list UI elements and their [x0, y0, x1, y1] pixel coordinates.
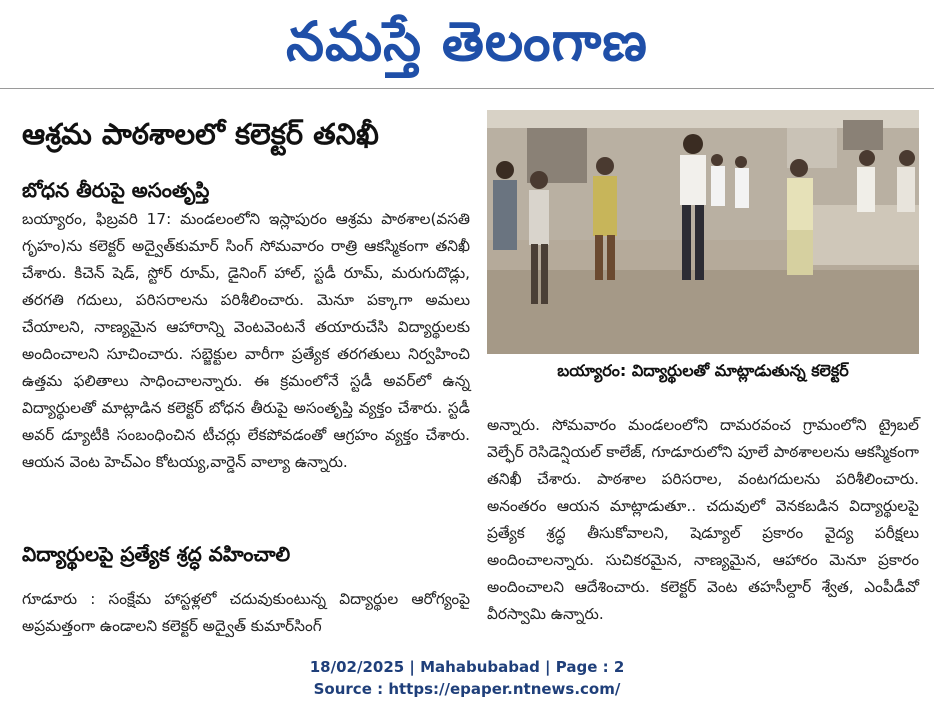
footer-source-link[interactable]: Source : https://epaper.ntnews.com/: [313, 680, 621, 698]
news-photo-illustration: [487, 110, 919, 354]
article-paragraph: బయ్యారం, ఫిబ్రవరి 17: మండలంలోని ఇస్లాపురం ఆశ్రమ పాఠశాల(వసతి గృహం)ను కలెక్టర్ అద్వైత్‌కుమార్ సింగ్ సోమవారం రాత్రి ఆకస్మికంగా తనిఖీ చేశారు. కిచెన్ షెడ్, స్టోర్ రూమ్, డైనింగ్ హాల్, స్టడీ రూమ్, మరుగుదొడ్లు, తరగతి గదులు, పరిసరాలను పరిశీలించారు. మెనూ పక్కాగా అమలు చేయాలని, నాణ్యమైన ఆహారాన్ని వెంటవెంటనే తయారుచేసి విద్యార్థులకు అందించాలని సూచించారు. సబ్జెక్టుల వారీగా ప్రత్యేక తరగతులు నిర్వహించి ఉత్తమ ఫలితాలు సాధించాలన్నారు. ఈ క్రమంలోనే స్టడీ అవర్‌లో ఉన్న విద్యార్థులతో మాట్లాడిన కలెక్టర్ బోధన తీరుపై అసంతృప్తి వ్యక్తం చేశారు. స్టడీ అవర్ డ్యూటీకి సంబంధించిన టీచర్లు లేకపోవడంతో ఆగ్రహం వ్యక్తం చేశారు. ఆయన వెంట హెచ్‌ఎం కోటయ్య,వార్డెన్ వాల్యా ఉన్నారు.: [22, 210, 470, 471]
subheadline-dissatisfaction: బోధన తీరుపై అసంతృప్తి: [22, 178, 210, 202]
masthead: [0, 0, 934, 88]
article-paragraph: అన్నారు. సోమవారం మండలంలోని దామరవంచ గ్రామంలోని ట్రైబల్ వెల్ఫేర్ రెసిడెన్షియల్ కాలేజ్, గూడూరులోని పూలే పాఠశాలలను ఆకస్మికంగా తనిఖీ చేశారు. పాఠశాల పరిసరాల, వంటగదులను పరిశీలించారు. అనంతరం ఆయన మాట్లాడుతూ.. చదువులో వెనకబడిన విద్యార్థులపై ప్రత్యేక శ్రద్ధ తీసుకోవాలని, షెడ్యూల్ ప్రకారం వైద్య పరీక్షలు అందించాలన్నారు. సుచికరమైన, నాణ్యమైన, ఆహారం మెనూ ప్రకారం అందించాలని ఆదేశించారు. కలెక్టర్ వెంట తహసీల్దార్ శ్వేత, ఎంపీడీవో వీరస్వామి ఉన్నారు.: [487, 416, 919, 623]
article-body-column-2: [487, 412, 919, 637]
article-body-column-1: [22, 206, 470, 536]
masthead-divider: [0, 88, 934, 89]
newspaper-logo: నమస్తే తెలంగాణ: [286, 10, 648, 73]
news-photo: [487, 110, 919, 354]
subheadline-special-attention: విద్యార్థులపై ప్రత్యేక శ్రద్ధ వహించాలి: [22, 542, 291, 566]
article-headline: ఆశ్రమ పాఠశాలలో కలెక్టర్ తనిఖీ: [22, 117, 379, 151]
article-body-column-1b: [22, 586, 470, 642]
photo-caption: బయ్యారం: విద్యార్థులతో మాట్లాడుతున్న కలెక్టర్: [487, 355, 919, 389]
article-paragraph: గూడూరు : సంక్షేమ హాస్టళ్లలో చదువుకుంటున్న విద్యార్థుల ఆరోగ్యంపై అప్రమత్తంగా ఉండాలని కలెక్టర్ అద్వైత్ కుమార్‌సింగ్: [22, 590, 470, 635]
footer-edition-info: 18/02/2025 | Mahabubabad | Page : 2: [309, 658, 625, 676]
